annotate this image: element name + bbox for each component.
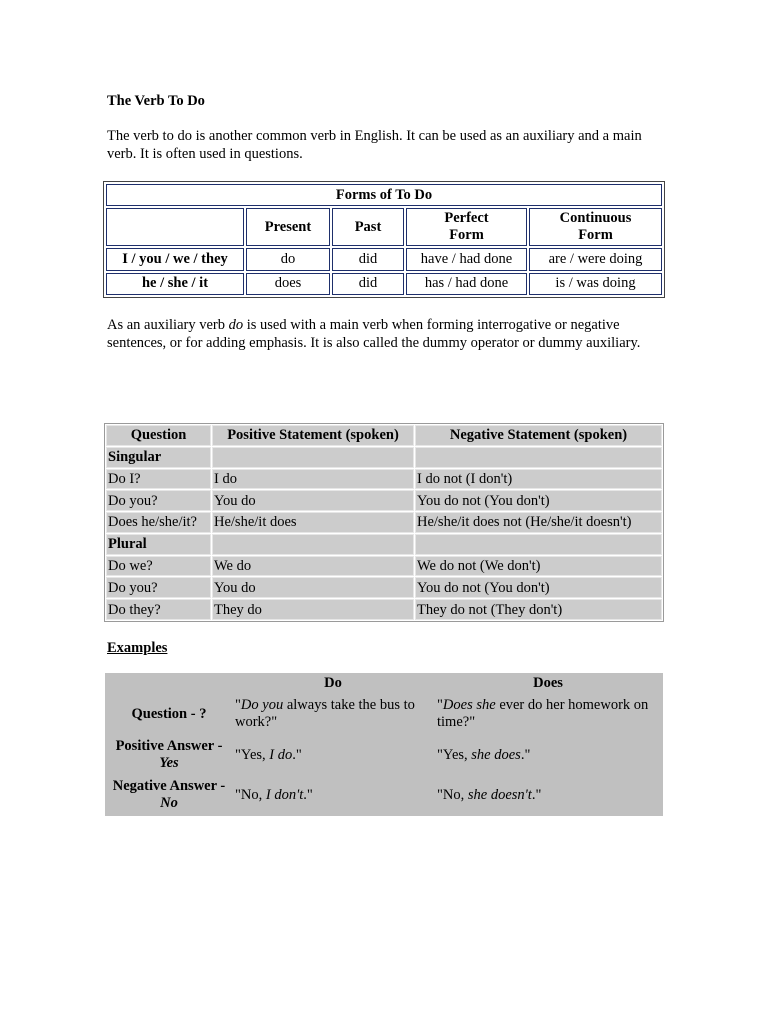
forms-header-perfect <box>406 208 527 246</box>
forms-caption: Forms of To Do <box>106 184 662 206</box>
example-text: "No, <box>235 786 266 803</box>
forms-cell-pronoun: he / she / it <box>106 273 244 296</box>
example-text: always take the bus to work?" <box>235 697 415 730</box>
table-row <box>107 694 661 734</box>
example-text: ." <box>292 746 302 763</box>
aux-text-before: As an auxiliary verb <box>107 317 229 333</box>
forms-header-past: Past <box>332 208 404 246</box>
forms-header-continuous <box>529 208 662 246</box>
qa-group-label: Plural <box>106 534 211 555</box>
qa-negative-cell: He/she/it does not (He/she/it doesn't) <box>415 512 662 533</box>
forms-row <box>106 248 662 271</box>
qa-negative-cell: They do not (They don't) <box>415 599 662 620</box>
aux-text-italic: do <box>228 317 244 333</box>
qa-table-body <box>106 425 662 620</box>
qa-header-cell: Negative Statement (spoken) <box>415 425 662 446</box>
example-italic-text: Does she <box>442 697 496 713</box>
qa-question-cell: Do we? <box>106 556 211 577</box>
table-row <box>106 577 662 598</box>
example-text: ." <box>303 786 313 803</box>
table-row <box>106 599 662 620</box>
forms-header-row <box>106 208 662 246</box>
examples-heading: Examples <box>107 640 168 656</box>
examples-do-cell <box>233 776 433 814</box>
examples-row-label <box>107 736 231 774</box>
forms-header-continuous-line2: Form <box>578 227 613 243</box>
qa-negative-cell: You do not (You don't) <box>415 490 662 511</box>
example-text: ever do her homework on time?" <box>437 697 649 730</box>
forms-table <box>103 181 665 298</box>
forms-cell-continuous: are / were doing <box>529 248 662 271</box>
example-text: "No, <box>437 786 468 803</box>
example-italic-text: I don't <box>265 786 304 803</box>
qa-group-row <box>106 447 662 468</box>
qa-negative-cell: I do not (I don't) <box>415 469 662 490</box>
qa-question-cell: Do you? <box>106 490 211 511</box>
examples-does-cell <box>435 694 661 734</box>
qa-negative-cell: You do not (You don't) <box>415 577 662 598</box>
forms-header-present: Present <box>246 208 330 246</box>
qa-group-label: Singular <box>106 447 211 468</box>
qa-header-row <box>106 425 662 446</box>
example-text: " <box>437 697 443 713</box>
forms-header-perfect-line2: Form <box>449 227 484 243</box>
examples-does-cell <box>435 776 661 814</box>
qa-positive-cell: You do <box>212 577 414 598</box>
examples-header-cell: Do <box>324 675 342 691</box>
examples-do-cell <box>233 694 433 734</box>
example-text: "Yes, <box>235 746 270 763</box>
intro-paragraph: The verb to do is another common verb in English. It can be used as an auxiliary and a main verb. It is often used in questions. <box>107 128 642 162</box>
auxiliary-paragraph <box>107 316 652 352</box>
forms-cell-present: does <box>246 273 330 296</box>
qa-empty-cell <box>212 534 414 555</box>
qa-positive-cell: You do <box>212 490 414 511</box>
aux-text-after: is used with a main verb when forming interrogative or negative sentences, or for adding emphasis. It is also called the dummy operator or dummy auxiliary. <box>107 317 641 351</box>
examples-does-cell <box>435 736 661 774</box>
page-title: The Verb To Do <box>107 93 205 109</box>
example-italic-text: she doesn't <box>467 786 532 803</box>
forms-caption-row <box>106 184 662 206</box>
examples-header-cell: Does <box>533 675 563 691</box>
qa-positive-cell: I do <box>212 469 414 490</box>
forms-cell-perfect: has / had done <box>406 273 527 296</box>
qa-positive-cell: He/she/it does <box>212 512 414 533</box>
examples-do-cell <box>233 736 433 774</box>
forms-cell-pronoun: I / you / we / they <box>106 248 244 271</box>
examples-row-label-italic: Yes <box>159 755 179 771</box>
example-text: ." <box>531 786 542 803</box>
qa-header-cell: Positive Statement (spoken) <box>212 425 414 446</box>
examples-table <box>105 673 663 816</box>
qa-negative-cell: We do not (We don't) <box>415 556 662 577</box>
forms-cell-continuous: is / was doing <box>529 273 662 296</box>
examples-row-label-text: Negative Answer - <box>112 778 226 794</box>
question-statement-table <box>104 423 664 622</box>
example-text: "Yes, <box>437 746 472 763</box>
qa-positive-cell: They do <box>212 599 414 620</box>
examples-header-cell <box>107 675 231 692</box>
forms-cell-perfect: have / had done <box>406 248 527 271</box>
forms-header-empty <box>106 208 244 246</box>
example-text: ." <box>520 746 531 763</box>
qa-empty-cell <box>415 534 662 555</box>
qa-group-row <box>106 534 662 555</box>
forms-cell-past: did <box>332 248 404 271</box>
forms-cell-past: did <box>332 273 404 296</box>
table-row <box>106 469 662 490</box>
example-italic-text: she does <box>471 746 521 763</box>
examples-header-row <box>107 675 661 692</box>
examples-row-label <box>107 694 231 734</box>
examples-row-label <box>107 776 231 814</box>
forms-row <box>106 273 662 296</box>
table-row <box>106 556 662 577</box>
table-row <box>107 736 661 774</box>
forms-header-perfect-line1: Perfect <box>444 210 489 226</box>
examples-row-label-text: Positive Answer - <box>115 738 223 754</box>
qa-positive-cell: We do <box>212 556 414 577</box>
qa-question-cell: Does he/she/it? <box>106 512 211 533</box>
examples-row-label-italic: No <box>160 795 178 811</box>
qa-question-cell: Do you? <box>106 577 211 598</box>
qa-question-cell: Do I? <box>106 469 211 490</box>
example-italic-text: I do <box>269 746 293 763</box>
qa-header-cell: Question <box>106 425 211 446</box>
table-row <box>106 490 662 511</box>
forms-cell-present: do <box>246 248 330 271</box>
table-row <box>107 776 661 814</box>
table-row <box>106 512 662 533</box>
qa-empty-cell <box>212 447 414 468</box>
example-text: " <box>235 697 241 713</box>
examples-row-label-text: Question - ? <box>131 705 207 722</box>
examples-table-body <box>107 675 661 814</box>
qa-empty-cell <box>415 447 662 468</box>
qa-question-cell: Do they? <box>106 599 211 620</box>
forms-header-continuous-line1: Continuous <box>559 210 632 226</box>
example-italic-text: Do you <box>240 697 284 713</box>
